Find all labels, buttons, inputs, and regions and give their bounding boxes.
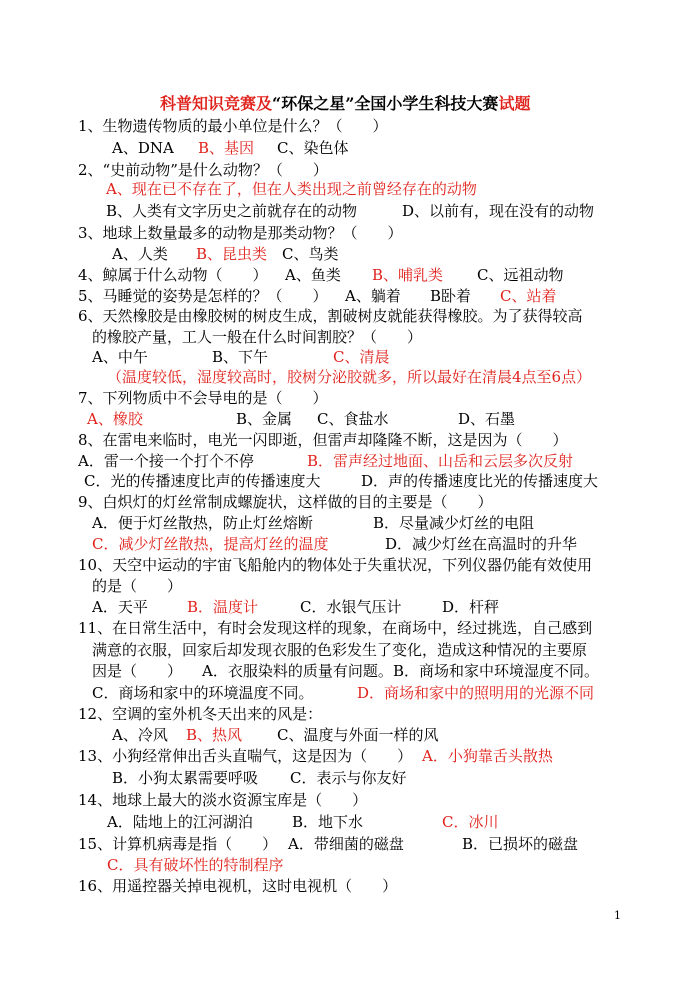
q15-option-a: A．带细菌的磁盘 bbox=[288, 835, 404, 853]
q1-option-a: A、DNA bbox=[112, 139, 174, 157]
question-7: 7、下列物质中不会导电的是（ ） bbox=[78, 389, 328, 407]
q15-option-c-answer: C．具有破坏性的特制程序 bbox=[107, 856, 284, 874]
q11-option-a: A．衣服染料的质量有问题。 bbox=[202, 662, 393, 680]
question-5: 5、马睡觉的姿势是怎样的？（ ） bbox=[78, 287, 328, 305]
question-12: 12、空调的室外机冬天出来的风是： bbox=[78, 705, 323, 723]
q5-option-a: A、躺着 bbox=[345, 287, 401, 305]
q11-option-b: B．商场和家中环境湿度不同。 bbox=[393, 662, 600, 680]
q6-explanation: （温度较低，湿度较高时，胶树分泌胶就多，所以最好在清晨4点至6点） bbox=[107, 368, 592, 386]
q13-option-b: B．小狗太累需要呼吸 bbox=[112, 769, 259, 787]
q7-option-c: C、食盐水 bbox=[317, 410, 389, 428]
q13-option-a-answer: A．小狗靠舌头散热 bbox=[422, 747, 553, 765]
q8-option-d: D．声的传播速度比光的传播速度大 bbox=[361, 472, 599, 490]
q14-option-c-answer: C．冰川 bbox=[442, 813, 499, 831]
question-2: 2、“史前动物”是什么动物？（ ） bbox=[78, 161, 328, 179]
q10-option-d: D．杆秤 bbox=[442, 598, 500, 616]
q6-option-a: A、中午 bbox=[92, 348, 148, 366]
q2-option-d: D、以前有，现在没有的动物 bbox=[402, 202, 595, 220]
q10-option-b-answer: B．温度计 bbox=[187, 598, 259, 616]
q4-option-a: A、鱼类 bbox=[285, 266, 341, 284]
q10-option-c: C．水银气压计 bbox=[300, 598, 402, 616]
question-6-line-2: 的橡胶产量，工人一般在什么时间割胶？（ ） bbox=[92, 328, 423, 346]
question-15: 15、计算机病毒是指（ ） bbox=[78, 835, 278, 853]
q3-option-a: A、人类 bbox=[112, 245, 168, 263]
q5-option-c-answer: C、站着 bbox=[500, 287, 557, 305]
q9-option-c-answer: C．减少灯丝散热，提高灯丝的温度 bbox=[92, 535, 329, 553]
q8-option-b-answer: B．雷声经过地面、山岳和云层多次反射 bbox=[307, 452, 574, 470]
title bbox=[160, 94, 530, 114]
q7-option-b: B、金属 bbox=[236, 410, 293, 428]
title-part-3: 试题 bbox=[498, 94, 531, 113]
question-1: 1、生物遗传物质的最小单位是什么？（ ） bbox=[78, 117, 388, 135]
q6-option-c-answer: C、清晨 bbox=[333, 348, 390, 366]
q12-option-c: C、温度与外面一样的风 bbox=[277, 726, 439, 744]
q7-option-a-answer: A、橡胶 bbox=[87, 410, 143, 428]
q11-option-c: C．商场和家中的环境温度不同。 bbox=[92, 684, 314, 702]
q4-option-b-answer: B、哺乳类 bbox=[372, 266, 444, 284]
q10-option-a: A．天平 bbox=[92, 598, 148, 616]
q7-option-d: D、石墨 bbox=[458, 410, 516, 428]
q3-option-c: C、鸟类 bbox=[282, 245, 339, 263]
q12-option-b-answer: B、热风 bbox=[186, 726, 243, 744]
question-9: 9、白炽灯的灯丝常制成螺旋状，这样做的目的主要是（ ） bbox=[78, 493, 493, 511]
q14-option-a: A．陆地上的江河湖泊 bbox=[107, 813, 253, 831]
question-11-line-2: 满意的衣服，回家后却发现衣服的色彩发生了变化，造成这种情况的主要原 bbox=[92, 641, 588, 659]
question-13: 13、小狗经常伸出舌头直喘气，这是因为（ ） bbox=[78, 747, 413, 765]
question-8: 8、在雷电来临时，电光一闪即逝，但雷声却隆隆不断，这是因为（ ） bbox=[78, 431, 568, 449]
q1-option-b-answer: B、基因 bbox=[198, 139, 255, 157]
q14-option-b: B．地下水 bbox=[292, 813, 364, 831]
q4-option-c: C、远祖动物 bbox=[477, 266, 564, 284]
page-number: 1 bbox=[614, 909, 621, 922]
question-10-line-2: 的是（ ） bbox=[92, 577, 183, 595]
q9-option-d: D．减少灯丝在高温时的升华 bbox=[385, 535, 578, 553]
q12-option-a: A、冷风 bbox=[112, 726, 168, 744]
title-part-1: 科普知识竞赛及 bbox=[160, 94, 273, 113]
question-6-line-1: 6、天然橡胶是由橡胶树的树皮生成，割破树皮就能获得橡胶。为了获得较高 bbox=[78, 307, 583, 325]
q2-option-a-answer: A、现在已不存在了，但在人类出现之前曾经存在的动物 bbox=[106, 180, 477, 198]
question-14: 14、地球上最大的淡水资源宝库是（ ） bbox=[78, 791, 368, 809]
q15-option-b: B．已损坏的磁盘 bbox=[462, 835, 579, 853]
q5-option-b: B卧着 bbox=[430, 287, 472, 305]
q11-option-d-answer: D．商场和家中的照明用的光源不同 bbox=[357, 684, 595, 702]
q3-option-b-answer: B、昆虫类 bbox=[196, 245, 268, 263]
q8-option-a: A．雷一个接一个打个不停 bbox=[78, 452, 254, 470]
q9-option-b: B．尽量减少灯丝的电阻 bbox=[373, 514, 535, 532]
question-10-line-1: 10、天空中运动的宇宙飞船舱内的物体处于失重状况，下列仪器仍能有效使用 bbox=[78, 556, 593, 574]
q8-option-c: C．光的传播速度比声的传播速度大 bbox=[84, 472, 321, 490]
question-3: 3、地球上数量最多的动物是那类动物？（ ） bbox=[78, 224, 403, 242]
question-16: 16、用遥控器关掉电视机，这时电视机（ ） bbox=[78, 877, 398, 895]
question-4: 4、鲸属于什么动物（ ） bbox=[78, 266, 268, 284]
q2-option-b: B、人类有文字历史之前就存在的动物 bbox=[106, 202, 358, 220]
title-part-2: “环保之星”全国小学生科技大赛 bbox=[272, 94, 499, 113]
q9-option-a: A．便于灯丝散热，防止灯丝熔断 bbox=[92, 514, 313, 532]
q13-option-c: C．表示与你友好 bbox=[290, 769, 407, 787]
q1-option-c: C、染色体 bbox=[277, 139, 349, 157]
question-11-line-3: 因是（ ） bbox=[92, 662, 183, 680]
q6-option-b: B、下午 bbox=[212, 348, 269, 366]
question-11-line-1: 11、在日常生活中，有时会发现这样的现象，在商场中，经过挑选，自己感到 bbox=[78, 619, 593, 637]
